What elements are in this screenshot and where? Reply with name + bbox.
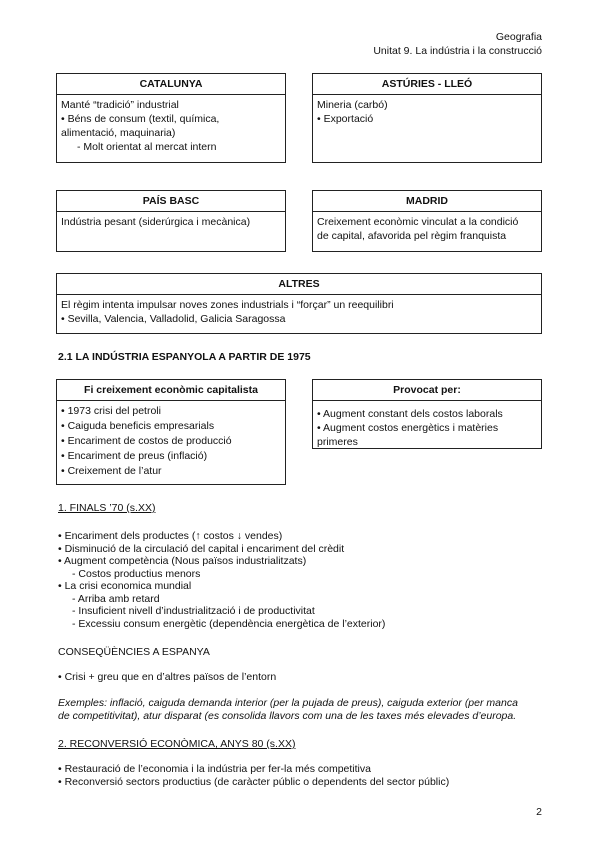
list-item: • Restauració de l’economia i la indústria per fer-la més competitiva — [58, 763, 371, 775]
box-line: Mineria (carbó) — [317, 99, 388, 111]
list-item: • Augment competència (Nous països industrialitzats) — [58, 555, 307, 567]
box-provocat — [312, 379, 542, 449]
section-heading: 2.1 LA INDÚSTRIA ESPANYOLA A PARTIR DE 1975 — [58, 351, 311, 363]
box-line: • Caiguda beneficis empresarials — [61, 420, 215, 432]
finals70-heading: 1. FINALS ’70 (s.XX) — [58, 502, 156, 514]
box-provocat-title: Provocat per: — [313, 380, 541, 401]
box-line: • Creixement de l’atur — [61, 465, 162, 477]
box-line: • Augment constant dels costos laborals — [317, 408, 503, 420]
box-line: Creixement econòmic vinculat a la condició — [317, 216, 519, 228]
box-pais-basc — [56, 190, 286, 252]
box-catalunya — [56, 73, 286, 163]
box-line: Indústria pesant (siderúrgica i mecànica) — [61, 216, 251, 228]
box-madrid — [312, 190, 542, 252]
box-catalunya-title: CATALUNYA — [57, 74, 285, 95]
box-madrid-title: MADRID — [313, 191, 541, 212]
box-line: • 1973 crisi del petroli — [61, 405, 161, 417]
reconversio-heading: 2. RECONVERSIÓ ECONÒMICA, ANYS 80 (s.XX) — [58, 738, 296, 750]
box-line: • Encariment de preus (inflació) — [61, 450, 208, 462]
list-item: • Reconversió sectors productius (de caràcter públic o dependents del sector públic) — [58, 775, 450, 788]
header-unit: Unitat 9. La indústria i la construcció — [373, 45, 542, 57]
box-line: • Sevilla, Valencia, Valladolid, Galicia Saragossa — [61, 313, 286, 325]
box-fi-creixement — [56, 379, 286, 485]
consequencies-examples — [58, 697, 548, 722]
box-line: alimentació, maquinaria) — [61, 127, 176, 139]
example-line: Exemples: inflació, caiguda demanda interior (per la pujada de preus), caiguda exterior (per manca — [58, 697, 518, 709]
list-item: - Arriba amb retard — [72, 592, 160, 605]
box-altres — [56, 273, 542, 334]
reconversio-list — [58, 763, 449, 788]
example-line: de competitivitat), atur disparat (es consolida llavors com una de les taxes més elevades d’europa. — [58, 709, 517, 722]
box-line: • Encariment de costos de producció — [61, 435, 232, 447]
list-item: - Insuficient nivell d’industrialització i de productivitat — [72, 605, 315, 617]
box-line: • Exportació — [317, 113, 374, 125]
box-line: - Molt orientat al mercat intern — [77, 141, 217, 153]
list-item: - Costos productius menors — [72, 567, 201, 580]
box-asturies-title: ASTÚRIES - LLEÓ — [313, 74, 541, 95]
box-fi-creixement-title: Fi creixement econòmic capitalista — [57, 380, 285, 401]
consequencies-line: • Crisi + greu que en d’altres països de l’entorn — [58, 671, 277, 683]
box-altres-title: ALTRES — [57, 274, 541, 295]
consequencies-heading: CONSEQÜÈNCIES A ESPANYA — [58, 646, 210, 658]
list-item: • Disminució de la circulació del capital i encariment del crèdit — [58, 542, 345, 555]
page-number: 2 — [536, 806, 542, 818]
finals70-list — [58, 530, 385, 630]
page-header — [373, 30, 542, 58]
box-line: Manté “tradició” industrial — [61, 99, 179, 111]
list-item: • Encariment dels productes (↑ costos ↓ vendes) — [58, 530, 283, 542]
box-line: • Béns de consum (textil, química, — [61, 113, 220, 125]
box-line: El règim intenta impulsar noves zones industrials i “forçar” un reequilibri — [61, 299, 394, 311]
box-line: de capital, afavorida pel règim franquista — [317, 230, 507, 242]
list-item: • La crisi economica mundial — [58, 580, 192, 592]
list-item: - Excessiu consum energètic (dependència energètica de l’exterior) — [72, 617, 386, 630]
box-line: • Augment costos energètics i matèries — [317, 422, 499, 434]
box-pais-basc-title: PAÍS BASC — [57, 191, 285, 212]
header-subject: Geografia — [495, 31, 542, 43]
box-line: primeres — [317, 436, 358, 448]
box-asturies — [312, 73, 542, 163]
